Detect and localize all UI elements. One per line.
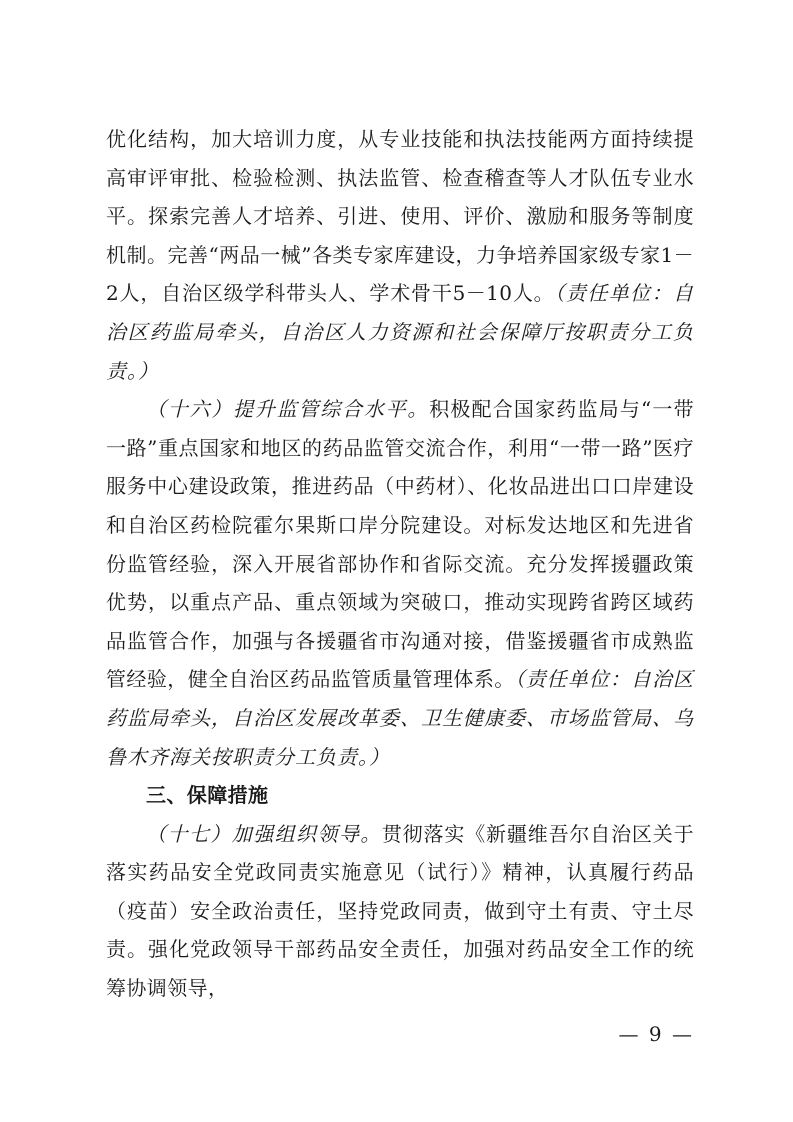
item-16-title: （十六）提升监管综合水平。 <box>146 397 430 422</box>
responsibility-note-talent: （责任单位：自治区药监局牵头，自治区人力资源和社会保障厅按职责分工负责。） <box>106 281 694 383</box>
page-number: — 9 — <box>618 1022 694 1046</box>
paragraph-item-17 <box>106 815 694 1008</box>
section-heading-safeguards: 三、保障措施 <box>146 783 269 808</box>
responsibility-note-item-16: （责任单位：自治区药监局牵头，自治区发展改革委、卫生健康委、市场监管局、乌鲁木齐海关按职责分工负责。） <box>106 667 695 769</box>
item-16-body: 积极配合国家药监局与“一带一路”重点国家和地区的药品监管交流合作，利用“一带一路”医疗服务中心建设政策，推进药品（中药材）、化妆品进出口口岸建设和自治区药检院霍尔果斯口岸分院建设。对标发达地区和先进省份监管经验，深入开展省部协作和省际交流。充分发挥援疆政策优势，以重点产品、重点领域为突破口，推动实现跨省跨区域药品监管合作，加强与各援疆省市沟通对接，借鉴援疆省市成熟监管经验，健全自治区药品监管质量管理体系。 <box>106 397 695 692</box>
item-17-body: 贯彻落实《新疆维吾尔自治区关于落实药品安全党政同责实施意见（试行）》精神，认真履行药品（疫苗）安全政治责任，坚持党政同责，做到守土有责、守土尽责。强化党政领导干部药品安全责任，加强对药品安全工作的统筹协调领导， <box>106 821 695 1001</box>
paragraph-item-16 <box>106 390 694 776</box>
item-17-title: （十七）加强组织领导。 <box>146 821 382 846</box>
document-body <box>106 120 694 1008</box>
paragraph-talent <box>106 120 694 390</box>
paragraph-talent-text: 优化结构，加大培训力度，从专业技能和执法技能两方面持续提高审评审批、检验检测、执法监管、检查稽查等人才队伍专业水平。探索完善人才培养、引进、使用、评价、激励和服务等制度机制。完善“两品一械”各类专家库建设，力争培养国家级专家1－2人，自治区级学科带头人、学术骨干5－10人。 <box>106 127 694 306</box>
